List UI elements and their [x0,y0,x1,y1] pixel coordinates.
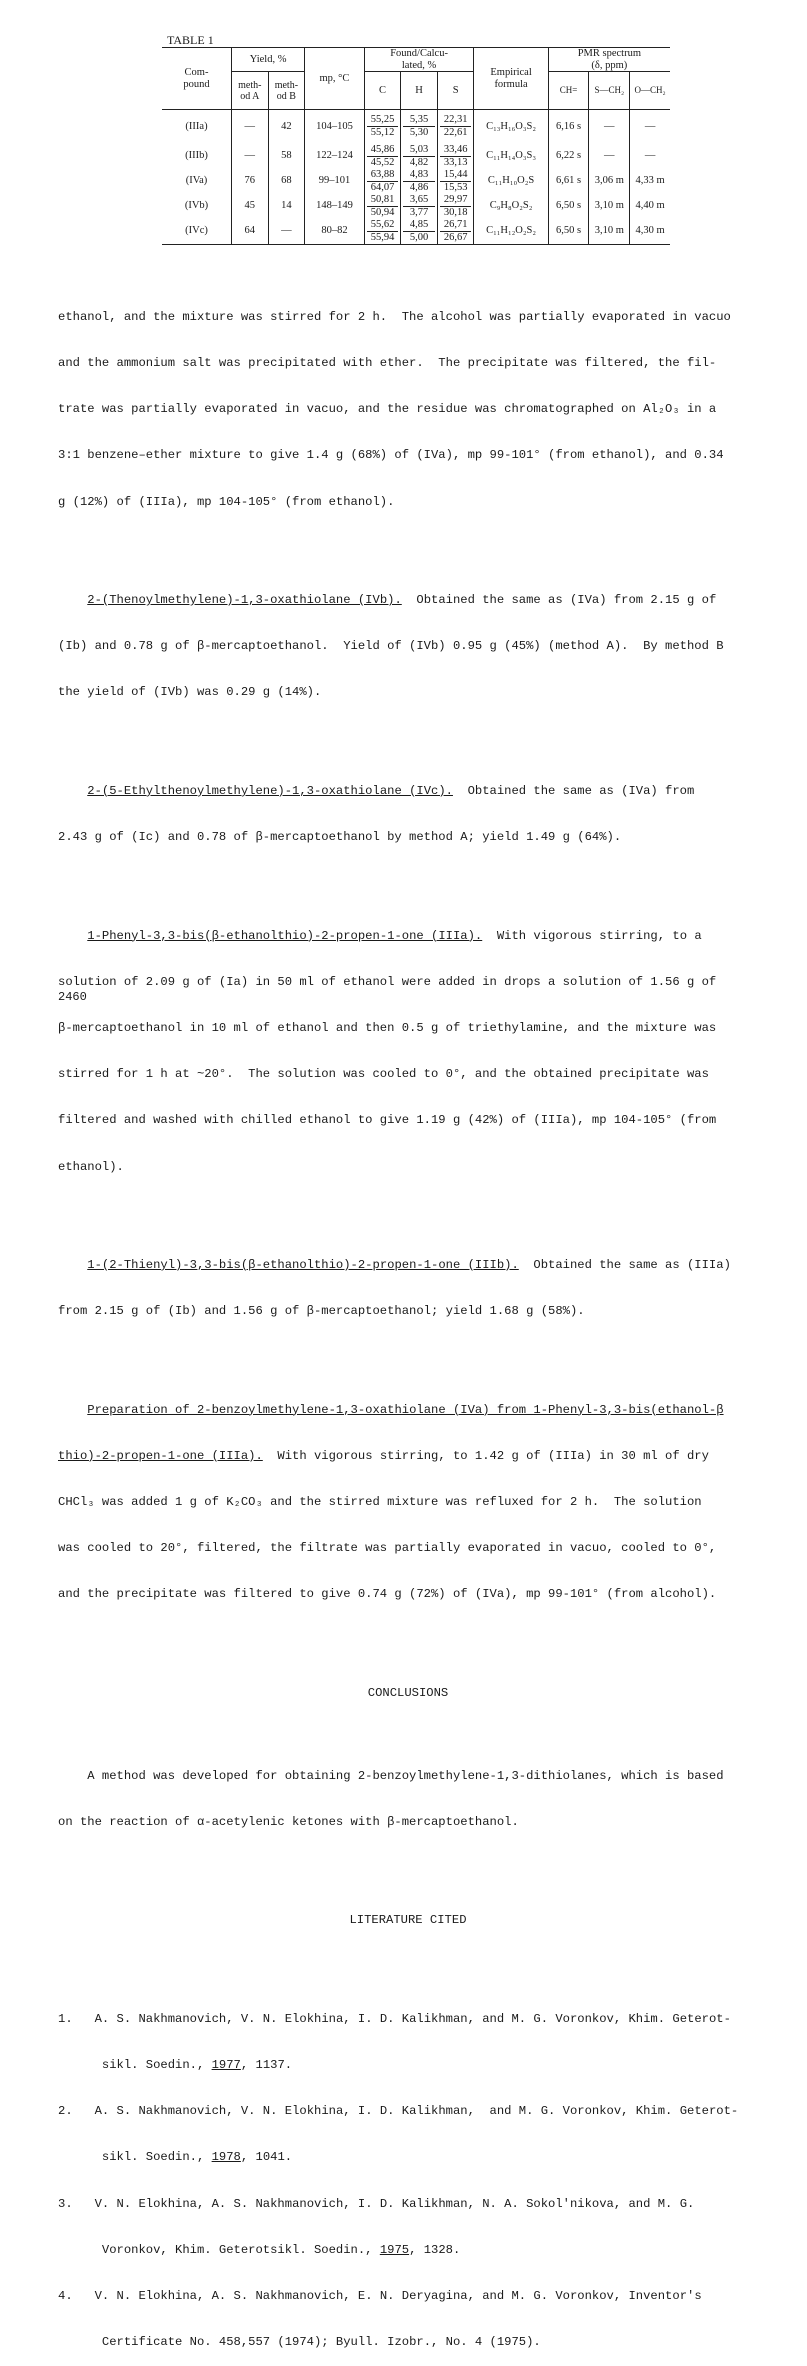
reference-source: Certificate No. 458,557 (1974); Byull. Izobr., No. 4 (1975). [101,2335,541,2350]
cell-s-found: 22,31 [440,114,472,127]
cell-mp: 148–149 [305,194,365,219]
header-found: Found/Calcu- lated, % [364,48,474,72]
cell-sch2: 3,06 m [589,169,630,194]
cell-sch2: 3,10 m [589,219,630,245]
data-table [162,47,670,245]
reference-line: A. S. Nakhmanovich, V. N. Elokhina, I. D. Kalikhman, and M. G. Voronkov, Khim. Geterot- [94,2104,739,2119]
body-line: was cooled to 20°, filtered, the filtrate was partially evaporated in vacuo, cooled to 0°, [58,1541,717,1556]
cell-method-b: — [268,219,305,245]
header-h: H [401,72,438,110]
paragraph-iiia-first-line [58,929,758,944]
header-formula: Empirical formula [474,48,548,110]
cell-s-calc: 33,13 [443,156,468,168]
header-method-b: meth- od B [268,72,305,110]
cell-mp: 122–124 [305,144,365,169]
header-ch: CH= [548,72,589,110]
reference-number: 1. [58,2011,73,2026]
header-sch2: S—CH₂ [589,72,630,110]
paragraph-iiib-intro: Obtained the same as (IIIa) [518,1257,731,1272]
reference-continuation [58,2058,758,2073]
cell-s-found: 33,46 [440,144,472,157]
body-line: and the ammonium salt was precipitated with ether. The precipitate was filtered, the fil- [58,356,717,371]
header-c: C [364,72,401,110]
cell-c-found: 45,86 [367,144,399,157]
cell-mp: 80–82 [305,219,365,245]
header-yield: Yield, % [232,48,305,72]
reference-pages: , 1041. [240,2150,293,2165]
body-line: and the precipitate was filtered to give 0.74 g (72%) of (IVa), mp 99-101° (from alcohol). [58,1587,717,1602]
header-och2: O—CH₂ [630,72,670,110]
cell-sch2: — [589,144,630,169]
body-line: β-mercaptoethanol in 10 ml of ethanol and then 0.5 g of triethylamine, and the mixture was [58,1020,717,1035]
body-line: trate was partially evaporated in vacuo, and the residue was chromatographed on Al₂O₃ in a [58,402,717,417]
cell-c-calc: 55,12 [370,127,395,139]
reference-continuation [58,2150,758,2165]
cell-method-b: 58 [268,144,305,169]
paragraph-prep-intro: With vigorous stirring, to 1.42 g of (IIIa) in 30 ml of dry [262,1448,709,1463]
cell-och2: 4,40 m [630,194,670,219]
body-line: CHCl₃ was added 1 g of K₂CO₃ and the stirred mixture was refluxed for 2 h. The solution [58,1494,702,1509]
cell-compound: (IVc) [185,225,208,237]
cell-s-calc: 15,53 [443,181,468,193]
body-line: 3:1 benzene–ether mixture to give 1.4 g (68%) of (IVa), mp 99-101° (from ethanol), and 0.34 [58,448,724,463]
cell-c-found: 55,25 [367,114,399,127]
body-line: (Ib) and 0.78 g of β-mercaptoethanol. Yield of (IVb) 0.95 g (45%) (method A). By method B [58,639,724,654]
cell-ch: 6,50 s [548,194,589,219]
paragraph-ivc-title: 2-(5-Ethylthenoylmethylene)-1,3-oxathiolane (IVc). [87,783,453,798]
cell-method-a: 45 [232,194,269,219]
cell-s-calc: 30,18 [443,206,468,218]
paragraph-ivc-intro: Obtained the same as (IVa) from [452,783,695,798]
paragraph-ivc-first-line [58,784,758,799]
cell-h-found: 4,83 [403,169,435,182]
paragraph-iiib-first-line [58,1258,758,1273]
cell-formula: C₁₁H₁₂O₂S₂ [474,219,548,245]
header-compound: Com- pound [183,67,210,90]
body-line: stirred for 1 h at ~20°. The solution was cooled to 0°, and the obtained precipitate was [58,1067,709,1082]
paragraph-prep-title-2: thio)-2-propen-1-one (IIIa). [58,1448,263,1463]
cell-formula: C₁₃H₁₆O₃S₂ [474,110,548,144]
body-line: the yield of (IVb) was 0.29 g (14%). [58,685,322,700]
cell-h-found: 5,35 [403,114,435,127]
body-line: g (12%) of (IIIa), mp 104-105° (from ethanol). [58,494,395,509]
cell-och2: 4,30 m [630,219,670,245]
cell-ch: 6,16 s [548,110,589,144]
paragraph-ivb-intro: Obtained the same as (IVa) from 2.15 g of [401,593,717,608]
reference-item [58,2012,758,2027]
reference-number: 3. [58,2196,73,2211]
reference-source: Voronkov, Khim. Geterotsikl. Soedin., [101,2242,380,2257]
cell-formula: C₁₁H₁₀O₂S [474,169,548,194]
cell-c-calc: 50,94 [370,206,395,218]
cell-mp: 104–105 [305,110,365,144]
cell-h-found: 4,85 [403,219,435,232]
cell-h-calc: 4,86 [409,181,429,193]
table-row [162,110,670,144]
header-mp: mp, °C [305,48,365,110]
reference-number: 4. [58,2289,73,2304]
cell-h-found: 5,03 [403,144,435,157]
body-line: from 2.15 g of (Ib) and 1.56 g of β-mercaptoethanol; yield 1.68 g (58%). [58,1304,585,1319]
paragraph-iiia-title: 1-Phenyl-3,3-bis(β-ethanolthio)-2-propen-1-one (IIIa). [87,928,483,943]
cell-ch: 6,61 s [548,169,589,194]
cell-h-found: 3,65 [403,194,435,207]
cell-c-calc: 55,94 [370,231,395,243]
cell-method-a: — [232,110,269,144]
cell-c-found: 55,62 [367,219,399,232]
conclusions-heading: CONCLUSIONS [367,1685,449,1700]
paragraph-iiib-title: 1-(2-Thienyl)-3,3-bis(β-ethanolthio)-2-propen-1-one (IIIb). [87,1257,519,1272]
reference-source: sikl. Soedin., [101,2058,212,2073]
reference-year: 1978 [211,2150,241,2165]
cell-ch: 6,50 s [548,219,589,245]
header-method-a: meth- od A [232,72,269,110]
reference-number: 2. [58,2104,73,2119]
body-line: 2.43 g of (Ic) and 0.78 of β-mercaptoethanol by method A; yield 1.49 g (64%). [58,830,622,845]
cell-h-calc: 4,82 [409,156,429,168]
cell-h-calc: 5,00 [409,231,429,243]
reference-item [58,2197,758,2212]
cell-och2: — [630,110,670,144]
cell-s-found: 29,97 [440,194,472,207]
cell-method-b: 42 [268,110,305,144]
conclusions-line: A method was developed for obtaining 2-benzoylmethylene-1,3-dithiolanes, which is based [58,1768,724,1783]
body-line: filtered and washed with chilled ethanol to give 1.19 g (42%) of (IIIa), mp 104-105° (from [58,1113,717,1128]
paragraph-prep-title-1: Preparation of 2-benzoylmethylene-1,3-oxathiolane (IVa) from 1-Phenyl-3,3-bis(ethanol-β [87,1402,724,1417]
cell-method-b: 68 [268,169,305,194]
reference-continuation [58,2335,758,2350]
paragraph-iiia-intro: With vigorous stirring, to a [482,928,702,943]
cell-formula: C₁₁H₁₄O₃S₃ [474,144,548,169]
body-text [58,279,758,2366]
cell-h-calc: 5,30 [409,127,429,139]
reference-pages: , 1328. [409,2242,461,2257]
body-line: ethanol). [58,1159,124,1174]
cell-formula: C₉H₈O₂S₂ [474,194,548,219]
body-line: solution of 2.09 g of (Ia) in 50 ml of ethanol were added in drops a solution of 1.56 g of [58,974,717,989]
cell-compound: (IIIa) [185,121,208,133]
table-row [162,194,670,219]
cell-och2: 4,33 m [630,169,670,194]
cell-s-found: 26,71 [440,219,472,232]
cell-s-calc: 26,67 [443,231,468,243]
conclusions-line: on the reaction of α-acetylenic ketones with β-mercaptoethanol. [58,1815,519,1830]
cell-method-a: 76 [232,169,269,194]
cell-c-calc: 45,52 [370,156,395,168]
cell-h-calc: 3,77 [409,206,429,218]
page-number: 2460 [58,990,87,1004]
cell-s-calc: 22,61 [443,127,468,139]
header-s: S [437,72,474,110]
reference-pages: , 1137. [240,2058,293,2073]
table-row [162,144,670,169]
cell-mp: 99–101 [305,169,365,194]
table-row [162,219,670,245]
cell-compound: (IIIb) [185,150,208,162]
reference-source: sikl. Soedin., [101,2150,212,2165]
cell-sch2: 3,10 m [589,194,630,219]
paragraph-ivb-title: 2-(Thenoylmethylene)-1,3-oxathiolane (IVb). [87,593,402,608]
reference-item [58,2289,758,2304]
table-row [162,169,670,194]
paragraph-prep-second-line [58,1449,758,1464]
cell-method-a: 64 [232,219,269,245]
cell-method-b: 14 [268,194,305,219]
reference-continuation [58,2243,758,2258]
cell-ch: 6,22 s [548,144,589,169]
cell-c-calc: 64,07 [370,181,395,193]
reference-year: 1975 [379,2242,410,2257]
cell-compound: (IVb) [184,200,209,212]
reference-year: 1977 [211,2058,241,2073]
table-caption: TABLE 1 [167,33,214,47]
reference-line: V. N. Elokhina, A. S. Nakhmanovich, E. N. Deryagina, and M. G. Voronkov, Inventor's [94,2289,702,2304]
cell-och2: — [630,144,670,169]
reference-line: V. N. Elokhina, A. S. Nakhmanovich, I. D. Kalikhman, N. A. Sokol'nikova, and M. G. [94,2196,695,2211]
reference-line: A. S. Nakhmanovich, V. N. Elokhina, I. D. Kalikhman, and M. G. Voronkov, Khim. Geterot- [94,2011,731,2026]
paragraph-ivb-first-line [58,593,758,608]
cell-compound: (IVa) [185,175,208,187]
cell-sch2: — [589,110,630,144]
cell-method-a: — [232,144,269,169]
literature-heading: LITERATURE CITED [349,1913,467,1928]
cell-c-found: 50,81 [367,194,399,207]
paragraph-prep-first-line [58,1403,758,1418]
reference-item [58,2104,758,2119]
cell-c-found: 63,88 [367,169,399,182]
cell-s-found: 15,44 [440,169,472,182]
body-line: ethanol, and the mixture was stirred for 2 h. The alcohol was partially evaporated in vacuo [58,309,731,324]
header-pmr: PMR spectrum (δ, ppm) [548,48,670,72]
